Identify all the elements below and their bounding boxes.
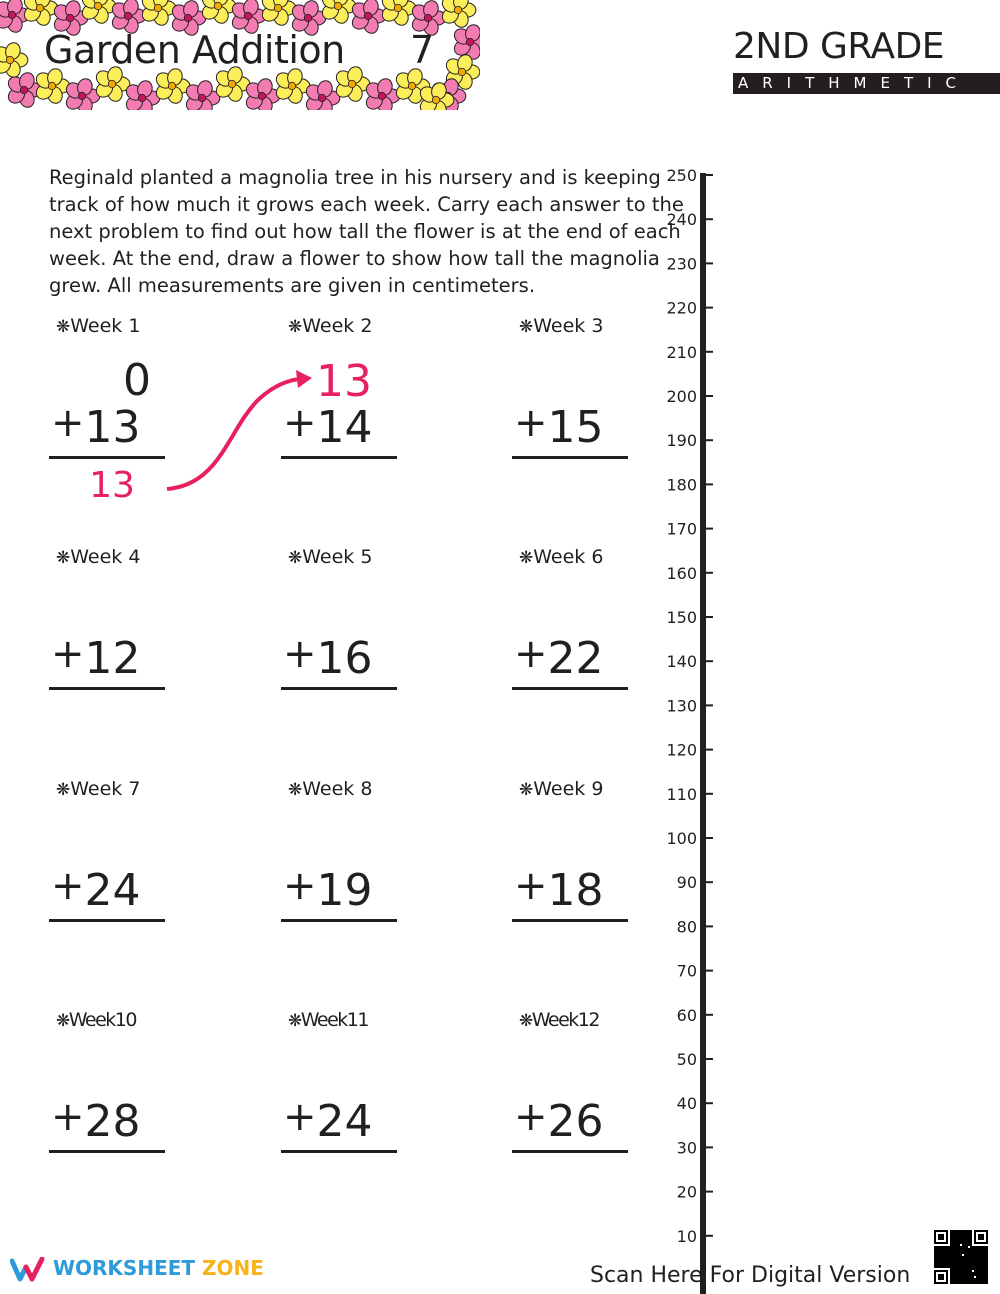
ruler-label: 240 [666,210,697,230]
addend-value: 28 [84,1096,141,1147]
logo-text-zone: ZONE [202,1256,264,1280]
plus-sign: + [51,1094,85,1140]
subject-bar: ARITHMETIC [733,73,1000,94]
addend-value: 14 [316,402,373,453]
plus-sign: + [51,631,85,677]
week-label-text: Week10 [68,1009,136,1031]
plus-sign: + [283,1094,317,1140]
worksheet-zone-logo-icon [10,1257,46,1283]
addend-value: 15 [547,402,604,453]
week-label-text: Week12 [531,1009,599,1031]
plus-sign: + [514,631,548,677]
ruler-label: 10 [676,1226,697,1246]
ruler-label: 60 [676,1005,697,1025]
worksheet-zone-logo [10,1256,264,1283]
ruler-label: 80 [676,917,697,937]
week-flower-icon: ❋ [56,317,71,337]
ruler-label: 120 [666,740,697,760]
ruler-label: 160 [666,563,697,583]
plus-sign: + [514,1094,548,1140]
week-label-text: Week 7 [70,778,141,800]
ruler-label: 170 [666,519,697,539]
ruler-label: 30 [676,1138,697,1158]
week-flower-icon: ❋ [519,317,534,337]
ruler-label: 180 [666,475,697,495]
ruler-label: 50 [676,1050,697,1069]
week-flower-icon: ❋ [519,780,534,800]
addend-value: 24 [316,1096,373,1147]
qr-code-icon [932,1228,990,1286]
ruler-label: 140 [666,652,697,672]
ruler-label: 200 [666,387,697,406]
logo-text-worksheet: WORKSHEET [52,1256,196,1280]
ruler-label: 70 [676,961,697,981]
week-flower-icon: ❋ [519,1011,532,1031]
plus-sign: + [514,863,548,909]
ruler-label: 210 [666,342,697,362]
ruler-bar [700,173,706,1294]
week-flower-icon: ❋ [56,548,71,568]
week-label-text: Week 4 [70,546,141,568]
answer-value: 13 [89,465,135,506]
carried-value: 13 [316,356,372,407]
addend-value: 22 [547,633,604,684]
page-number: 7 [410,28,435,72]
ruler-label: 150 [666,608,697,627]
ruler-label: 130 [666,696,697,716]
instructions: Reginald planted a magnolia tree in his nursery and is keeping track of how much it grows each week. Carry each answer to the next problem to find out how tall the flower is at the end of each week. At the end, draw a flower to show how tall the magnolia grew. All measurements are given in centimeters. [49,166,684,297]
week-flower-icon: ❋ [288,317,303,337]
week-label-text: Week 9 [533,778,604,800]
ruler-label: 40 [676,1094,697,1114]
week-label-text: Week 8 [302,778,373,800]
week-flower-icon: ❋ [56,780,71,800]
ruler-label: 230 [666,254,697,274]
plus-sign: + [283,400,317,446]
addend-value: 12 [84,633,141,684]
ruler-label: 190 [666,431,697,451]
ruler-label: 20 [676,1182,697,1202]
addend-value: 13 [84,402,141,453]
ruler-label: 110 [666,784,697,804]
week-flower-icon: ❋ [288,1011,301,1031]
plus-sign: + [514,400,548,446]
addend-value: 19 [316,865,373,916]
week-flower-icon: ❋ [288,780,303,800]
week-label-text: Week 6 [533,546,604,568]
addend-value: 26 [547,1096,604,1147]
grade-label: 2ND GRADE [733,26,945,67]
plus-sign: + [283,863,317,909]
plus-sign: + [283,631,317,677]
page-title: Garden Addition [44,28,345,72]
addend-value: 16 [316,633,373,684]
addend-value: 18 [547,865,604,916]
plus-sign: + [51,863,85,909]
ruler-label: 250 [666,166,697,185]
week-label-text: Week 5 [302,546,373,568]
week-flower-icon: ❋ [519,548,534,568]
week-label-text: Week 2 [302,315,373,337]
start-value: 0 [123,355,151,406]
ruler-label: 90 [676,873,697,893]
week-label-text: Week 1 [70,315,141,337]
week-flower-icon: ❋ [56,1011,69,1031]
ruler-label: 220 [666,298,697,318]
week-label-text: Week11 [300,1009,368,1031]
week-label-text: Week 3 [533,315,604,337]
week-flower-icon: ❋ [288,548,303,568]
scan-text: Scan Here For Digital Version [590,1263,911,1288]
addend-value: 24 [84,865,141,916]
plus-sign: + [51,400,85,446]
ruler-label: 100 [666,829,697,848]
